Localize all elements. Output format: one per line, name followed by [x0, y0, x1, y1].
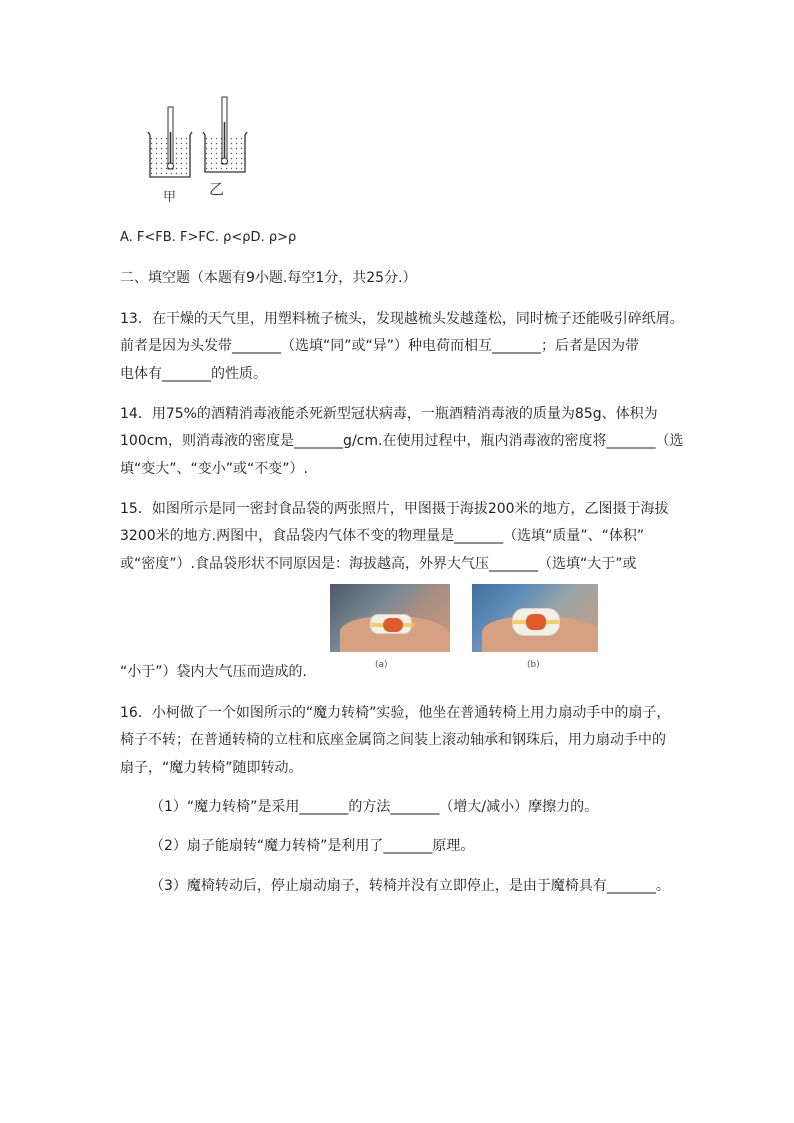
photo-a — [330, 584, 450, 652]
q16-line2: 椅子不转；在普通转椅的立柱和底座金属筒之间装上滚动轴承和钢珠后，用力扇动手中的 — [120, 732, 666, 748]
q15-line3: 或“密度”）.食品袋形状不同原因是：海拔越高，外界大气压_______（选填“大于”或 — [120, 556, 637, 572]
q16-sub2: （2）扇子能扇转“魔力转椅”是利用了_______原理。 — [150, 838, 475, 854]
beakers-diagram — [140, 92, 260, 207]
q16-line1: 16．小柯做了一个如图所示的“魔力转椅”实验，他坐在普通转椅上用力扇动手中的扇子， — [120, 705, 671, 721]
q13-line1: 13．在干燥的天气里，用塑料梳子梳头，发现越梳头发越蓬松，同时梳子还能吸引碎纸屑。 — [120, 311, 684, 327]
photo-b — [472, 584, 598, 652]
q15-line4: “小于”）袋内大气压而造成的. — [120, 664, 307, 680]
q15-line2: 3200米的地方.两图中，食品袋内气体不变的物理量是_______（选填“质量”、“体积” — [120, 528, 645, 544]
q15-line1: 15．如图所示是同一密封食品袋的两张照片，甲图摄于海拔200米的地方，乙图摄于海拔 — [120, 501, 669, 517]
q16-sub1: （1）“魔力转椅”是采用_______的方法_______（增大/减小）摩擦力的。 — [150, 799, 599, 815]
beaker-right-label: 乙 — [209, 180, 225, 198]
section-title: 二、填空题（本题有9小题.每空1分，共25分.） — [120, 270, 417, 286]
options-line: A. F<FB. F>FC. ρ<ρD. ρ>ρ — [120, 230, 297, 245]
q13-line3: 电体有_______的性质。 — [120, 366, 267, 382]
q16-line3: 扇子，“魔力转椅”随即转动。 — [120, 760, 303, 776]
q16-sub3: （3）魔椅转动后，停止扇动扇子，转椅并没有立即停止，是由于魔椅具有_______。 — [150, 878, 670, 894]
photo-b-label: (b) — [527, 660, 540, 670]
beaker-left-label: 甲 — [163, 190, 177, 205]
q14-line3: 填“变大”、“变小”或“不变”）. — [120, 461, 308, 477]
beakers-figure — [140, 92, 260, 207]
q14-line1: 14．用75%的酒精消毒液能杀死新型冠状病毒，一瓶酒精消毒液的质量为85g、体积为 — [120, 406, 658, 422]
q13-line2: 前者是因为头发带_______（选填“同”或“异”）种电荷而相互_______；后者是因为带 — [120, 338, 640, 354]
q14-line2: 100cm，则消毒液的密度是_______g/cm.在使用过程中，瓶内消毒液的密度将_______（选 — [120, 433, 684, 449]
beaker-left — [148, 107, 192, 177]
photo-a-label: (a) — [375, 660, 388, 670]
beaker-right — [203, 97, 247, 172]
